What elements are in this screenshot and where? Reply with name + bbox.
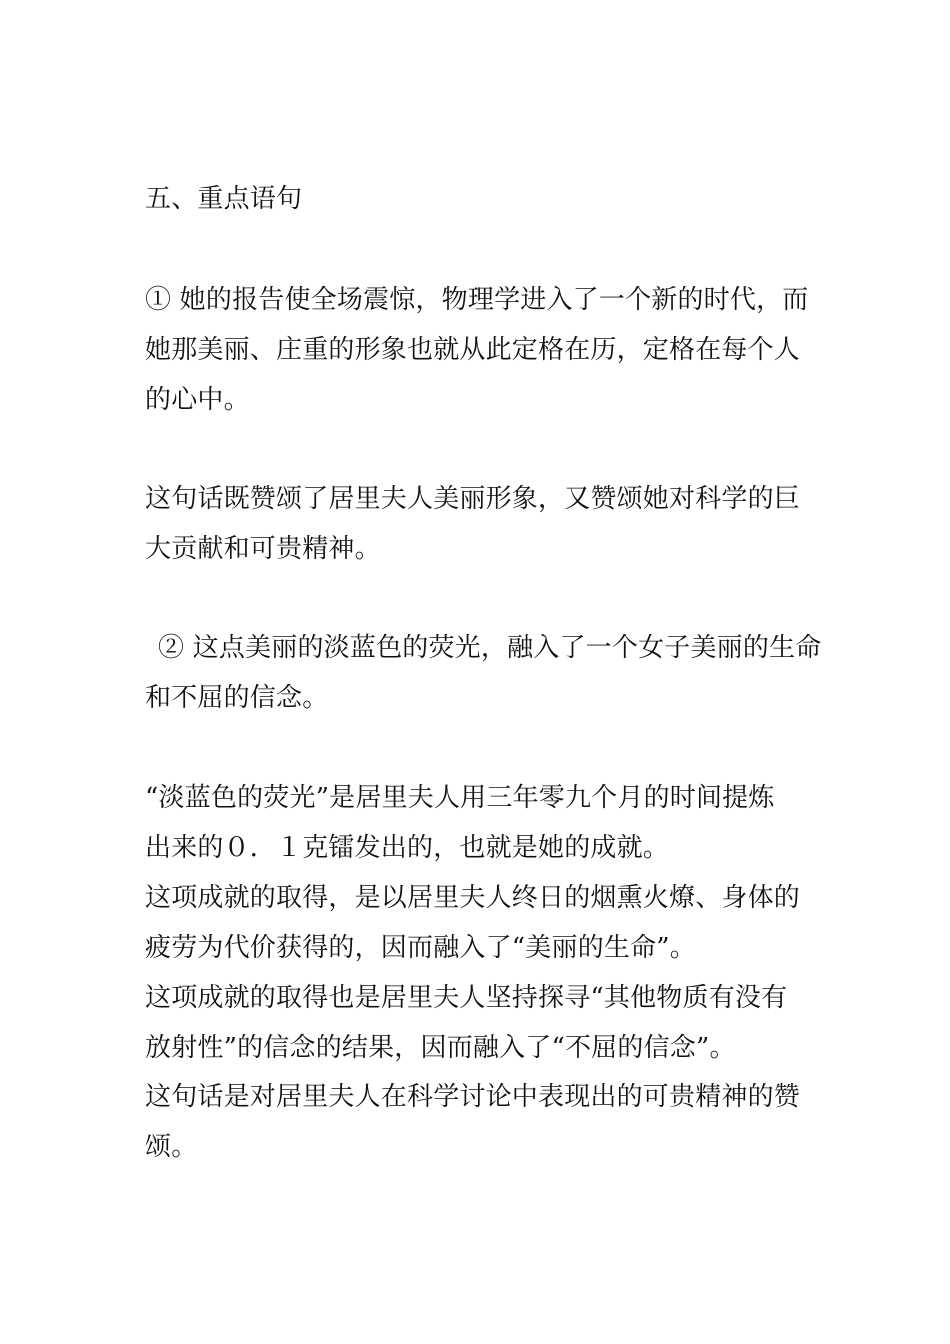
analysis-line: 大贡献和可贵精神。 bbox=[145, 534, 381, 564]
analysis-line: “淡蓝色的荧光”是居里夫人用三年零九个月的时间提炼 bbox=[145, 783, 775, 813]
analysis-line: 这项成就的取得也是居里夫人坚持探寻“其他物质有没有 bbox=[145, 983, 788, 1013]
analysis-line: 这句话既赞颂了居里夫人美丽形象，又赞颂她对科学的巨 bbox=[145, 484, 801, 514]
quote-line: ② 这点美丽的淡蓝色的荧光，融入了一个女子美丽的生命 bbox=[158, 633, 822, 663]
quote-line: 她那美丽、庄重的形象也就从此定格在历，定格在每个人 bbox=[145, 335, 801, 365]
analysis-line: 这项成就的取得，是以居里夫人终日的烟熏火燎、身体的 bbox=[145, 883, 801, 913]
quote-line: ① 她的报告使全场震惊，物理学进入了一个新的时代，而 bbox=[145, 285, 809, 315]
quote-line: 和不屈的信念。 bbox=[145, 683, 329, 713]
section-heading: 五、重点语句 bbox=[145, 184, 303, 214]
analysis-line: 颂。 bbox=[145, 1132, 198, 1162]
quote-line: 的心中。 bbox=[145, 385, 250, 415]
analysis-line: 放射性”的信念的结果，因而融入了“不屈的信念”。 bbox=[145, 1033, 736, 1063]
analysis-line: 这句话是对居里夫人在科学讨论中表现出的可贵精神的赞 bbox=[145, 1082, 801, 1112]
analysis-line: 出来的０．１克镭发出的，也就是她的成就。 bbox=[145, 833, 670, 863]
analysis-line: 疲劳为代价获得的，因而融入了“美丽的生命”。 bbox=[145, 933, 696, 963]
